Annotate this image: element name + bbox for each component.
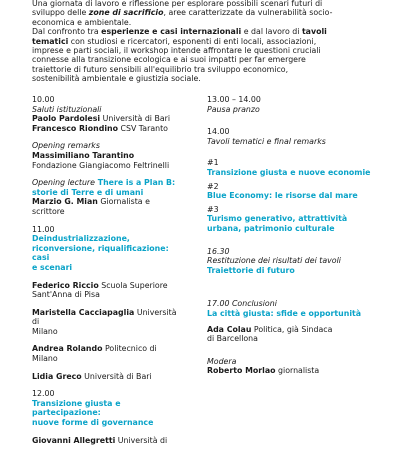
speaker-cacciapaglia	[32, 308, 182, 337]
speaker-affiliation: Scuola Superiore	[98, 280, 168, 290]
speaker-affiliation: Università di	[115, 435, 168, 445]
intro-emph: tavoli	[301, 27, 327, 37]
lecture-line	[32, 178, 182, 188]
table-number: #3	[207, 204, 219, 214]
speaker-name: Andrea Rolando	[32, 344, 103, 354]
panel-title: Deindustrializzazione,	[32, 234, 130, 244]
lecture-title: storie di Terre e di umani	[32, 187, 144, 197]
speaker-affiliation: giornalista	[275, 366, 320, 376]
program-right-column	[207, 95, 377, 384]
speaker-name: Federico Riccio	[32, 280, 99, 290]
speaker-name: Lidia Greco	[32, 371, 82, 381]
session-label: Opening lecture	[32, 178, 95, 188]
table-title: Turismo generativo, attrattività	[207, 214, 348, 224]
time-label: 14.00	[207, 127, 230, 137]
session-opening-remarks	[32, 141, 182, 170]
session-lunch	[207, 95, 377, 114]
speaker-affiliation: CSV Taranto	[118, 123, 168, 133]
speaker	[207, 325, 377, 335]
intro-text: Dal confronto tra	[32, 27, 102, 37]
session-label: Saluti istituzionali	[32, 104, 102, 114]
intro-text: , aree caratterizzate da vulnerabilità socio-	[163, 8, 333, 18]
speaker-name: Ada Colau	[207, 324, 252, 334]
speaker-affiliation: Università di Bari	[81, 371, 152, 381]
speaker	[32, 114, 182, 124]
speaker-affiliation: Milano	[32, 354, 58, 364]
intro-line: connesse alla transizione ecologica e ai suoi impatti per far emergere	[32, 55, 306, 65]
session-1630	[207, 247, 377, 276]
program-left-column	[32, 95, 182, 453]
session-title: Traiettorie di futuro	[207, 265, 295, 275]
speaker-affiliation: Milano	[32, 326, 58, 336]
session-1200	[32, 389, 182, 427]
intro-text: sviluppo delle	[32, 8, 89, 18]
session-moderator	[207, 357, 377, 376]
table-title: Blue Economy: le risorse dal mare	[207, 191, 358, 201]
time-label: 11.00	[32, 224, 55, 234]
intro-line	[32, 27, 372, 36]
lecture-title: There is a Plan B:	[95, 178, 176, 188]
speaker-name: Maristella Cacciapaglia	[32, 307, 135, 317]
intro-line: economica e ambientale.	[32, 17, 132, 27]
speaker-name: Massimiliano Tarantino	[32, 150, 135, 160]
time-label: 17.00 Conclusioni	[207, 299, 277, 309]
panel-title: nuove forme di governance	[32, 418, 154, 428]
speaker-allegretti	[32, 436, 182, 446]
table-number: #1	[207, 158, 219, 168]
session-1100	[32, 225, 182, 273]
speaker-affiliation: Università di	[32, 307, 177, 327]
speaker	[32, 124, 182, 134]
intro-line: imprese e parti sociali, il workshop intende affrontare le questioni cruciali	[32, 46, 321, 56]
table-title: Transizione giusta e nuove economie	[207, 167, 371, 177]
speaker-affiliation: Sant'Anna di Pisa	[32, 290, 100, 300]
speaker-name: Giovanni Allegretti	[32, 435, 116, 445]
time-label: 16.30	[207, 246, 230, 256]
session-label: Pausa pranzo	[207, 104, 260, 114]
speaker-affiliation: Università di Bari	[100, 114, 171, 124]
session-label: Tavoli tematici e final remarks	[207, 136, 326, 146]
intro-text: con studiosi e ricercatori, esponenti di enti locali, associazioni,	[68, 36, 317, 46]
table-3	[207, 205, 377, 234]
speaker-name: Paolo Pardolesi	[32, 114, 101, 124]
intro-line	[32, 8, 372, 17]
time-label: 13.00 – 14.00	[207, 95, 261, 104]
speaker	[32, 197, 182, 207]
table-number: #2	[207, 181, 219, 191]
speaker-affiliation: Fondazione Giangiacomo Feltrinelli	[32, 160, 170, 170]
intro-line	[32, 37, 372, 46]
panel-title: e scenari	[32, 262, 73, 272]
speaker	[207, 366, 377, 376]
intro-line: sostenibilità ambientale e giustizia sociale.	[32, 74, 201, 84]
session-opening-lecture	[32, 178, 182, 216]
time-label: 10.00	[32, 95, 55, 104]
speaker-greco	[32, 372, 182, 382]
table-title: urbana, patrimonio culturale	[207, 223, 335, 233]
speaker-affiliation: Politecnico di	[102, 344, 157, 354]
time-label: 12.00	[32, 389, 55, 399]
session-title: La città giusta: sfide e opportunità	[207, 308, 362, 318]
intro-paragraph	[32, 0, 372, 84]
speaker-name: Roberto Morlao	[207, 366, 276, 376]
session-label: Modera	[207, 356, 237, 366]
panel-title: riconversione, riqualificazione: casi	[32, 243, 169, 263]
intro-emph: tematici	[32, 36, 69, 46]
table-2	[207, 182, 377, 201]
session-1700	[207, 299, 377, 343]
table-1	[207, 158, 377, 177]
speaker-affiliation: Giornalista e	[97, 197, 150, 207]
session-1000	[32, 95, 182, 133]
speaker-riccio	[32, 281, 182, 300]
session-label: Opening remarks	[32, 141, 100, 151]
intro-line: Una giornata di lavoro e riflessione per esplorare possibili scenari futuri di	[32, 0, 323, 8]
zone-di-sacrificio: zone di sacrificio	[88, 8, 164, 18]
intro-line: traiettorie di futuro sensibili all'equilibrio tra sviluppo economico,	[32, 64, 289, 74]
session-1400	[207, 127, 377, 146]
speaker-affiliation: scrittore	[32, 206, 65, 216]
panel-title: Transizione giusta e partecipazione:	[32, 398, 121, 418]
intro-text: e dal lavoro di	[241, 27, 302, 37]
intro-emph: esperienze e casi internazionali	[101, 27, 242, 37]
speaker-affiliation: di Barcellona	[207, 334, 258, 344]
speaker-affiliation: Politica, già Sindaca	[251, 324, 333, 334]
speaker-rolando	[32, 344, 182, 363]
speaker-name: Marzio G. Mian	[32, 197, 98, 207]
speaker-name: Francesco Riondino	[32, 123, 118, 133]
session-label: Restituzione dei risultati dei tavoli	[207, 256, 341, 266]
